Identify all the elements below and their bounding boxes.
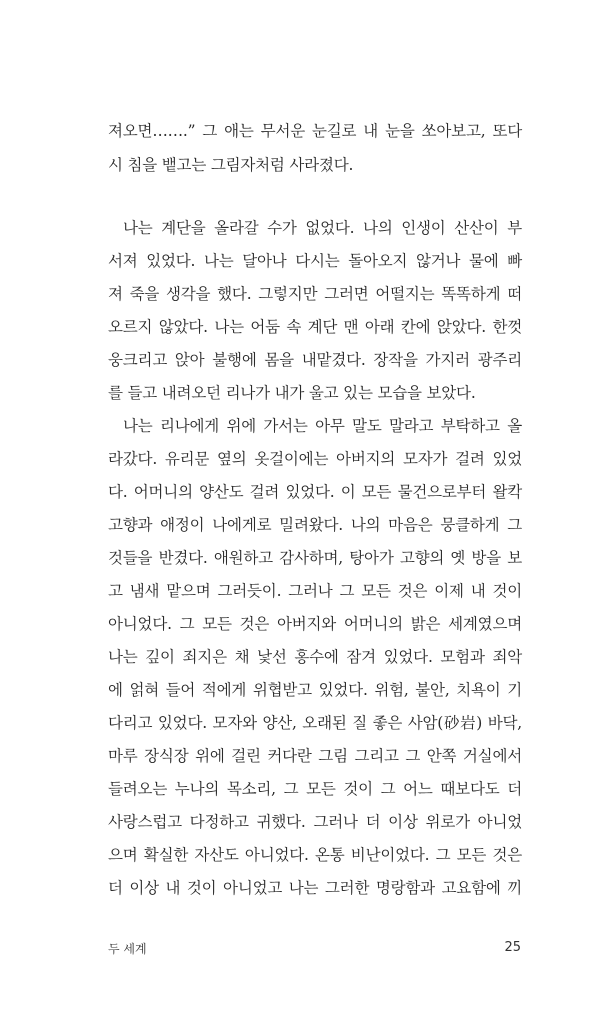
text-line: 더 이상 내 것이 아니었고 나는 그러한 명랑함과 고요함에 끼 [108, 879, 522, 897]
text-line: 것들을 반겼다. 애원하고 감사하며, 탕아가 고향의 옛 방을 보 [108, 549, 522, 567]
text-line: 고향과 애정이 나에게로 밀려왔다. 나의 마음은 뭉클하게 그 [108, 516, 522, 534]
page-number: 25 [504, 940, 521, 955]
running-footer-chapter-title: 두 세계 [108, 942, 147, 956]
text-line: 나는 리나에게 위에 가서는 아무 말도 말라고 부탁하고 올 [123, 417, 522, 435]
text-line: 들려오는 누나의 목소리, 그 모든 것이 그 어느 때보다도 더 [108, 780, 522, 798]
text-line: 으며 확실한 자산도 아니었다. 온통 비난이었다. 그 모든 것은 [108, 846, 522, 864]
text-line: 에 얽혀 들어 적에게 위협받고 있었다. 위험, 불안, 치욕이 기 [108, 681, 522, 699]
text-line: 웅크리고 앉아 불행에 몸을 내맡겼다. 장작을 가지러 광주리 [108, 351, 522, 369]
text-line: 나는 깊이 죄지은 채 낯선 홍수에 잠겨 있었다. 모험과 죄악 [108, 648, 522, 666]
text-line: 나는 계단을 올라갈 수가 없었다. 나의 인생이 산산이 부 [123, 219, 522, 237]
text-line: 고 냄새 맡으며 그러듯이. 그러나 그 모든 것은 이제 내 것이 [108, 582, 522, 600]
text-line: 져 죽을 생각을 했다. 그렇지만 그러면 어떨지는 똑똑하게 떠 [108, 285, 522, 303]
text-line: 다. 어머니의 양산도 걸려 있었다. 이 모든 물건으로부터 왈칵 [108, 483, 522, 501]
text-line: 져오면…….” 그 애는 무서운 눈길로 내 눈을 쏘아보고, 또다 [108, 122, 522, 140]
text-line: 를 들고 내려오던 리나가 내가 울고 있는 모습을 보았다. [108, 384, 476, 402]
text-line: 마루 장식장 위에 걸린 커다란 그림 그리고 그 안쪽 거실에서 [108, 747, 522, 765]
text-line: 아니었다. 그 모든 것은 아버지와 어머니의 밝은 세계였으며 [108, 615, 522, 633]
text-line: 오르지 않았다. 나는 어둠 속 계단 맨 아래 칸에 앉았다. 한껏 [108, 318, 522, 336]
text-line: 시 침을 뱉고는 그림자처럼 사라졌다. [108, 156, 354, 174]
text-line: 서져 있었다. 나는 달아나 다시는 돌아오지 않거나 물에 빠 [108, 252, 522, 270]
text-line: 라갔다. 유리문 옆의 옷걸이에는 아버지의 모자가 걸려 있었 [108, 450, 522, 468]
text-line: 다리고 있었다. 모자와 양산, 오래된 질 좋은 사암(砂岩) 바닥, [108, 714, 522, 732]
text-line: 사랑스럽고 다정하고 귀했다. 그러나 더 이상 위로가 아니었 [108, 813, 522, 831]
